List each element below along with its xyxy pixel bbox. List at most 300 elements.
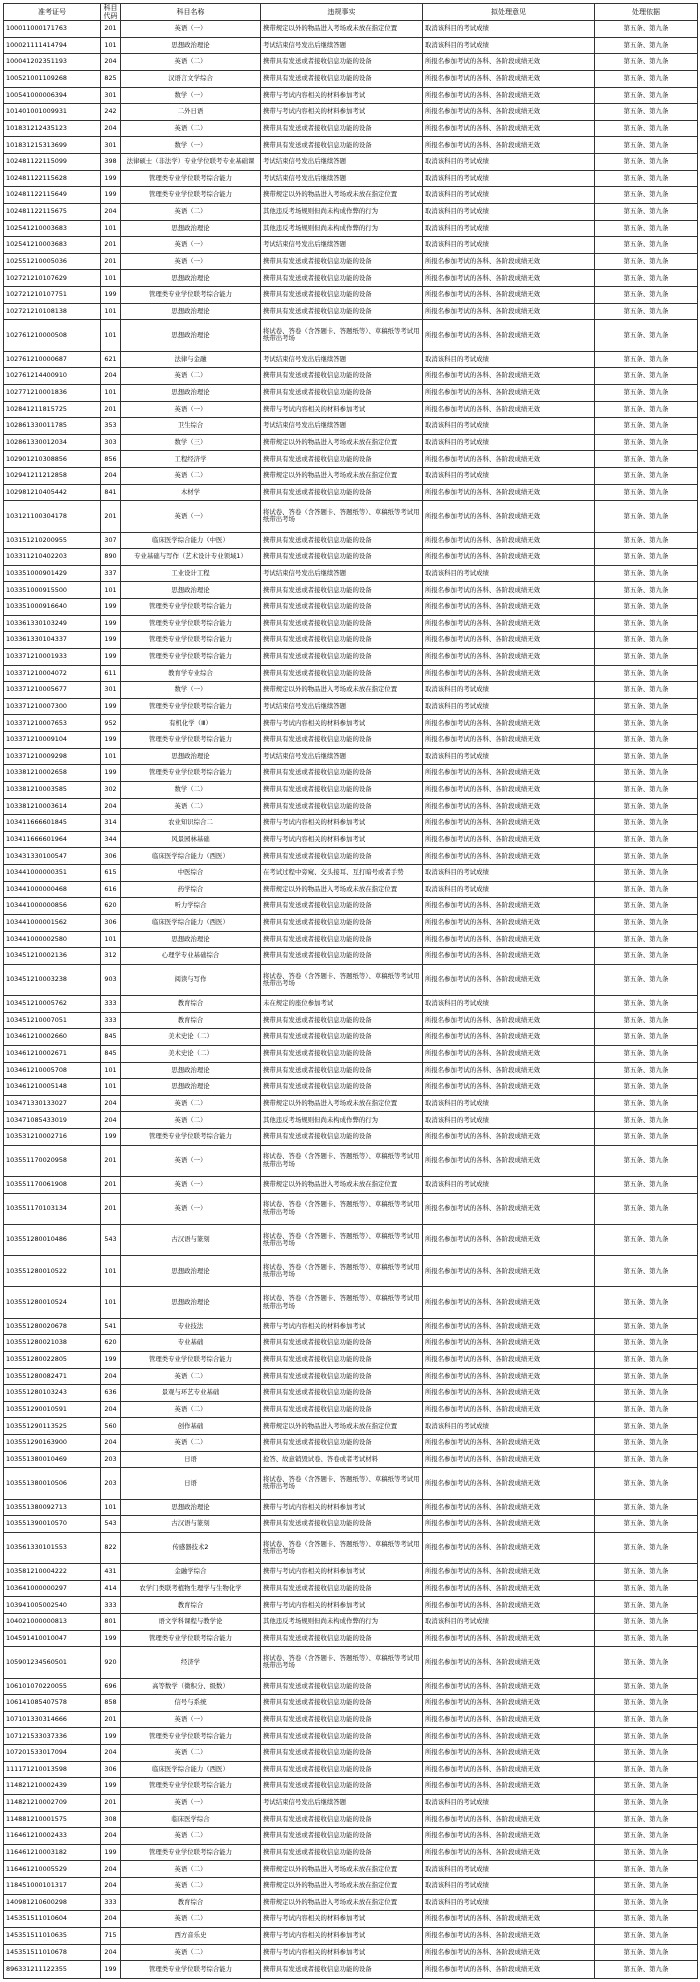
subject-code-cell: 204	[101, 1878, 121, 1895]
exam-id-cell: 102901210308856	[4, 451, 101, 468]
subject-name-cell: 英语（一）	[121, 1145, 261, 1176]
subject-code-cell: 201	[101, 1176, 121, 1193]
subject-name-cell: 数学（一）	[121, 87, 261, 104]
table-row	[4, 1079, 698, 1096]
table-row	[4, 1580, 698, 1597]
proposed-opinion-cell: 所报名参加考试的各科、各阶段成绩无效	[423, 1745, 595, 1762]
exam-id-cell: 103441000000351	[4, 865, 101, 882]
proposed-opinion-cell: 所报名参加考试的各科、各阶段成绩无效	[423, 303, 595, 320]
exam-id-cell: 103471085433019	[4, 1112, 101, 1129]
subject-code-cell: 199	[101, 765, 121, 782]
exam-id-cell: 103551280082471	[4, 1368, 101, 1385]
basis-cell: 第五条、第九条	[595, 1597, 698, 1614]
table-row	[4, 203, 698, 220]
exam-id-cell: 107101330314666	[4, 1711, 101, 1728]
violation-fact-cell: 携带具有发送或者接收信息功能的设备	[261, 1678, 423, 1695]
basis-cell: 第五条、第九条	[595, 632, 698, 649]
proposed-opinion-cell: 所报名参加考试的各科、各阶段成绩无效	[423, 1435, 595, 1452]
proposed-opinion-cell: 取消该科目的考试成绩	[423, 698, 595, 715]
proposed-opinion-cell: 所报名参加考试的各科、各阶段成绩无效	[423, 1062, 595, 1079]
subject-name-cell: 创作基础	[121, 1418, 261, 1435]
subject-name-cell: 二外日语	[121, 104, 261, 121]
basis-cell: 第五条、第九条	[595, 1418, 698, 1435]
basis-cell: 第五条、第九条	[595, 715, 698, 732]
exam-id-cell: 100521001109268	[4, 70, 101, 87]
violation-fact-cell: 将试卷、答卷（含答题卡、答题纸等）、草稿纸等考试用纸带出考场	[261, 1145, 423, 1176]
header-exam-id: 准考证号	[4, 4, 101, 21]
violation-fact-cell: 携带具有发送或者接收信息功能的设备	[261, 1129, 423, 1146]
table-row	[4, 1029, 698, 1046]
subject-code-cell: 306	[101, 1761, 121, 1778]
table-row	[4, 715, 698, 732]
subject-name-cell: 管理类专业学位联考综合能力	[121, 732, 261, 749]
subject-name-cell: 英语（二）	[121, 1911, 261, 1928]
basis-cell: 第五条、第九条	[595, 237, 698, 254]
table-row	[4, 1728, 698, 1745]
subject-name-cell: 思想政治理论	[121, 303, 261, 320]
subject-name-cell: 思想政治理论	[121, 270, 261, 287]
subject-name-cell: 管理类专业学位联考综合能力	[121, 615, 261, 632]
subject-code-cell: 333	[101, 996, 121, 1013]
basis-cell: 第五条、第九条	[595, 170, 698, 187]
exam-id-cell: 103441000002580	[4, 931, 101, 948]
basis-cell: 第五条、第九条	[595, 1564, 698, 1581]
basis-cell: 第五条、第九条	[595, 615, 698, 632]
violation-fact-cell: 携带具有发送或者接收信息功能的设备	[261, 1695, 423, 1712]
table-row	[4, 1927, 698, 1944]
subject-name-cell: 数学（三）	[121, 434, 261, 451]
subject-name-cell: 管理类专业学位联考综合能力	[121, 287, 261, 304]
table-row	[4, 21, 698, 38]
violation-fact-cell: 将试卷、答卷（含答题卡、答题纸等）、草稿纸等考试用纸带出考场	[261, 1224, 423, 1255]
proposed-opinion-cell: 取消该科目的考试成绩	[423, 220, 595, 237]
exam-id-cell: 103411666601845	[4, 815, 101, 832]
table-row	[4, 1468, 698, 1499]
violation-fact-cell: 其他违反考场规则但尚未构成作弊的行为	[261, 220, 423, 237]
table-row	[4, 1224, 698, 1255]
subject-name-cell: 英语（二）	[121, 203, 261, 220]
subject-code-cell: 301	[101, 87, 121, 104]
violation-fact-cell: 携带与考试内容相关的材料参加考试	[261, 1911, 423, 1928]
subject-code-cell: 314	[101, 815, 121, 832]
table-row	[4, 1045, 698, 1062]
basis-cell: 第五条、第九条	[595, 1287, 698, 1318]
exam-id-cell: 103551280020678	[4, 1318, 101, 1335]
subject-code-cell: 431	[101, 1564, 121, 1581]
subject-name-cell: 英语（一）	[121, 253, 261, 270]
exam-id-cell: 103441000001562	[4, 914, 101, 931]
exam-id-cell: 145351511010678	[4, 1944, 101, 1961]
basis-cell: 第五条、第九条	[595, 351, 698, 368]
subject-code-cell: 204	[101, 1745, 121, 1762]
violation-fact-cell: 考试结束信号发出后继续答题	[261, 154, 423, 171]
table-row	[4, 831, 698, 848]
basis-cell: 第五条、第九条	[595, 468, 698, 485]
proposed-opinion-cell: 所报名参加考试的各科、各阶段成绩无效	[423, 1079, 595, 1096]
table-row	[4, 384, 698, 401]
table-row	[4, 120, 698, 137]
subject-code-cell: 199	[101, 1961, 121, 1979]
table-row	[4, 1761, 698, 1778]
proposed-opinion-cell: 所报名参加考试的各科、各阶段成绩无效	[423, 1318, 595, 1335]
basis-cell: 第五条、第九条	[595, 1095, 698, 1112]
proposed-opinion-cell: 所报名参加考试的各科、各阶段成绩无效	[423, 1368, 595, 1385]
exam-id-cell: 103551280103243	[4, 1385, 101, 1402]
subject-name-cell: 管理类专业学位联考综合能力	[121, 187, 261, 204]
table-row	[4, 37, 698, 54]
basis-cell: 第五条、第九条	[595, 1844, 698, 1861]
exam-id-cell: 106141085407578	[4, 1695, 101, 1712]
proposed-opinion-cell: 取消该科目的考试成绩	[423, 1794, 595, 1811]
table-row	[4, 1564, 698, 1581]
violation-fact-cell: 携带具有发送或者接收信息功能的设备	[261, 1351, 423, 1368]
subject-code-cell: 201	[101, 1193, 121, 1224]
subject-code-cell: 101	[101, 1062, 121, 1079]
proposed-opinion-cell: 所报名参加考试的各科、各阶段成绩无效	[423, 1256, 595, 1287]
table-row	[4, 1435, 698, 1452]
proposed-opinion-cell: 所报名参加考试的各科、各阶段成绩无效	[423, 732, 595, 749]
proposed-opinion-cell: 所报名参加考试的各科、各阶段成绩无效	[423, 1695, 595, 1712]
table-row	[4, 1894, 698, 1911]
subject-name-cell: 英语（一）	[121, 1711, 261, 1728]
proposed-opinion-cell: 所报名参加考试的各科、各阶段成绩无效	[423, 1678, 595, 1695]
proposed-opinion-cell: 所报名参加考试的各科、各阶段成绩无效	[423, 451, 595, 468]
basis-cell: 第五条、第九条	[595, 698, 698, 715]
proposed-opinion-cell: 所报名参加考试的各科、各阶段成绩无效	[423, 798, 595, 815]
table-row	[4, 501, 698, 532]
violation-fact-cell: 携带具有发送或者接收信息功能的设备	[261, 1630, 423, 1647]
subject-code-cell: 201	[101, 253, 121, 270]
exam-id-cell: 102771210001836	[4, 384, 101, 401]
proposed-opinion-cell: 所报名参加考试的各科、各阶段成绩无效	[423, 1961, 595, 1979]
proposed-opinion-cell: 所报名参加考试的各科、各阶段成绩无效	[423, 1944, 595, 1961]
violation-fact-cell: 携带具有发送或者接收信息功能的设备	[261, 532, 423, 549]
exam-id-cell: 102761210000687	[4, 351, 101, 368]
exam-id-cell: 102541210003683	[4, 220, 101, 237]
violation-fact-cell: 携带具有发送或者接收信息功能的设备	[261, 1029, 423, 1046]
violation-fact-cell: 携带与考试内容相关的材料参加考试	[261, 831, 423, 848]
subject-code-cell: 204	[101, 1095, 121, 1112]
subject-name-cell: 教育综合	[121, 1597, 261, 1614]
violation-fact-cell: 携带具有发送或者接收信息功能的设备	[261, 615, 423, 632]
basis-cell: 第五条、第九条	[595, 1878, 698, 1895]
exam-id-cell: 102981210405442	[4, 484, 101, 501]
subject-name-cell: 语文学科课程与教学论	[121, 1614, 261, 1631]
subject-name-cell: 管理类专业学位联考综合能力	[121, 1844, 261, 1861]
basis-cell: 第五条、第九条	[595, 781, 698, 798]
exam-id-cell: 103581210004222	[4, 1564, 101, 1581]
proposed-opinion-cell: 所报名参加考试的各科、各阶段成绩无效	[423, 1597, 595, 1614]
table-row	[4, 996, 698, 1013]
basis-cell: 第五条、第九条	[595, 1129, 698, 1146]
proposed-opinion-cell: 取消该科目的考试成绩	[423, 351, 595, 368]
violation-fact-cell: 携带与考试内容相关的材料参加考试	[261, 1318, 423, 1335]
basis-cell: 第五条、第九条	[595, 1256, 698, 1287]
basis-cell: 第五条、第九条	[595, 948, 698, 965]
basis-cell: 第五条、第九条	[595, 599, 698, 616]
subject-code-cell: 856	[101, 451, 121, 468]
exam-id-cell: 103551170103134	[4, 1193, 101, 1224]
violation-fact-cell: 携带与考试内容相关的材料参加考试	[261, 1564, 423, 1581]
table-row	[4, 1112, 698, 1129]
proposed-opinion-cell: 取消该科目的考试成绩	[423, 418, 595, 435]
subject-code-cell: 199	[101, 632, 121, 649]
table-row	[4, 270, 698, 287]
table-row	[4, 1828, 698, 1845]
violation-fact-cell: 携带具有发送或者接收信息功能的设备	[261, 1961, 423, 1979]
basis-cell: 第五条、第九条	[595, 1145, 698, 1176]
violation-fact-cell: 携带具有发送或者接收信息功能的设备	[261, 732, 423, 749]
table-row	[4, 484, 698, 501]
subject-name-cell: 数学（一）	[121, 682, 261, 699]
exam-id-cell: 103461210005708	[4, 1062, 101, 1079]
exam-id-cell: 116461210005529	[4, 1861, 101, 1878]
subject-name-cell: 管理类专业学位联考综合能力	[121, 599, 261, 616]
subject-name-cell: 农学门类联考植物生理学与生物化学	[121, 1580, 261, 1597]
table-row	[4, 1745, 698, 1762]
table-row	[4, 1368, 698, 1385]
subject-name-cell: 药学综合	[121, 881, 261, 898]
basis-cell: 第五条、第九条	[595, 303, 698, 320]
exam-id-cell: 103311210402203	[4, 549, 101, 566]
violation-fact-cell: 携带规定以外的物品进入考场或未放在指定位置	[261, 1418, 423, 1435]
table-row	[4, 1961, 698, 1979]
subject-name-cell: 英语（二）	[121, 54, 261, 71]
subject-code-cell: 620	[101, 898, 121, 915]
proposed-opinion-cell: 所报名参加考试的各科、各阶段成绩无效	[423, 1045, 595, 1062]
subject-code-cell: 801	[101, 1614, 121, 1631]
violation-fact-cell: 将试卷、答卷（含答题卡、答题纸等）、草稿纸等考试用纸带出考场	[261, 1532, 423, 1563]
proposed-opinion-cell: 所报名参加考试的各科、各阶段成绩无效	[423, 253, 595, 270]
subject-code-cell: 101	[101, 1079, 121, 1096]
subject-name-cell: 法律硕士（非法学）专业学位联考专业基础课	[121, 154, 261, 171]
exam-id-cell: 140981210600298	[4, 1894, 101, 1911]
violation-fact-cell: 将试卷、答卷（含答题卡、答题纸等）、草稿纸等考试用纸带出考场	[261, 1256, 423, 1287]
basis-cell: 第五条、第九条	[595, 1961, 698, 1979]
table-row	[4, 632, 698, 649]
basis-cell: 第五条、第九条	[595, 401, 698, 418]
basis-cell: 第五条、第九条	[595, 384, 698, 401]
proposed-opinion-cell: 所报名参加考试的各科、各阶段成绩无效	[423, 1564, 595, 1581]
proposed-opinion-cell: 取消该科目的考试成绩	[423, 1894, 595, 1911]
subject-code-cell: 101	[101, 303, 121, 320]
exam-id-cell: 107121533037336	[4, 1728, 101, 1745]
subject-code-cell: 841	[101, 484, 121, 501]
exam-id-cell: 103551280022805	[4, 1351, 101, 1368]
violation-fact-cell: 将试卷、答卷（含答题卡、答题纸等）、草稿纸等考试用纸带出考场	[261, 1193, 423, 1224]
subject-code-cell: 204	[101, 1861, 121, 1878]
subject-code-cell: 101	[101, 320, 121, 351]
subject-code-cell: 204	[101, 368, 121, 385]
proposed-opinion-cell: 所报名参加考试的各科、各阶段成绩无效	[423, 532, 595, 549]
violation-fact-cell: 携带具有发送或者接收信息功能的设备	[261, 1828, 423, 1845]
subject-name-cell: 汉语言文学综合	[121, 70, 261, 87]
exam-id-cell: 103441000000468	[4, 881, 101, 898]
proposed-opinion-cell: 所报名参加考试的各科、各阶段成绩无效	[423, 1728, 595, 1745]
subject-name-cell: 数学（二）	[121, 781, 261, 798]
proposed-opinion-cell: 所报名参加考试的各科、各阶段成绩无效	[423, 501, 595, 532]
proposed-opinion-cell: 所报名参加考试的各科、各阶段成绩无效	[423, 1828, 595, 1845]
table-row	[4, 1012, 698, 1029]
violation-fact-cell: 携带具有发送或者接收信息功能的设备	[261, 484, 423, 501]
basis-cell: 第五条、第九条	[595, 1401, 698, 1418]
basis-cell: 第五条、第九条	[595, 1761, 698, 1778]
violation-fact-cell: 携带具有发送或者接收信息功能的设备	[261, 368, 423, 385]
subject-name-cell: 管理类专业学位联考综合能力	[121, 170, 261, 187]
violation-fact-cell: 携带与考试内容相关的材料参加考试	[261, 715, 423, 732]
violation-fact-cell: 携带具有发送或者接收信息功能的设备	[261, 1516, 423, 1533]
table-row	[4, 765, 698, 782]
subject-name-cell: 管理类专业学位联考综合能力	[121, 648, 261, 665]
basis-cell: 第五条、第九条	[595, 1778, 698, 1795]
subject-code-cell: 201	[101, 1711, 121, 1728]
subject-code-cell: 611	[101, 665, 121, 682]
violation-fact-cell: 考试结束信号发出后继续答题	[261, 698, 423, 715]
violation-fact-cell: 携带具有发送或者接收信息功能的设备	[261, 303, 423, 320]
exam-id-cell: 103381210002658	[4, 765, 101, 782]
subject-code-cell: 201	[101, 501, 121, 532]
exam-id-cell: 114821210002439	[4, 1778, 101, 1795]
subject-name-cell: 日语	[121, 1451, 261, 1468]
proposed-opinion-cell: 取消该科目的考试成绩	[423, 434, 595, 451]
table-row	[4, 287, 698, 304]
subject-name-cell: 卫生综合	[121, 418, 261, 435]
proposed-opinion-cell: 取消该科目的考试成绩	[423, 1878, 595, 1895]
subject-code-cell: 199	[101, 187, 121, 204]
proposed-opinion-cell: 所报名参加考试的各科、各阶段成绩无效	[423, 615, 595, 632]
subject-name-cell: 教育综合	[121, 1012, 261, 1029]
exam-id-cell: 103641000000297	[4, 1580, 101, 1597]
basis-cell: 第五条、第九条	[595, 848, 698, 865]
subject-name-cell: 思想政治理论	[121, 582, 261, 599]
exam-id-cell: 896331211122355	[4, 1961, 101, 1979]
table-row	[4, 1385, 698, 1402]
table-row	[4, 1451, 698, 1468]
proposed-opinion-cell: 取消该科目的考试成绩	[423, 1418, 595, 1435]
basis-cell: 第五条、第九条	[595, 682, 698, 699]
exam-id-cell: 102861330011785	[4, 418, 101, 435]
subject-code-cell: 845	[101, 1029, 121, 1046]
violation-fact-cell: 将试卷、答卷（含答题卡、答题纸等）、草稿纸等考试用纸带出考场	[261, 1647, 423, 1678]
table-row	[4, 1844, 698, 1861]
exam-id-cell: 103411666601964	[4, 831, 101, 848]
table-row	[4, 881, 698, 898]
subject-name-cell: 美术史论（二）	[121, 1029, 261, 1046]
exam-id-cell: 103371210004072	[4, 665, 101, 682]
basis-cell: 第五条、第九条	[595, 434, 698, 451]
violation-fact-cell: 携带规定以外的物品进入考场或未放在指定位置	[261, 468, 423, 485]
violation-fact-cell: 携带具有发送或者接收信息功能的设备	[261, 1811, 423, 1828]
subject-name-cell: 传感器技术2	[121, 1532, 261, 1563]
subject-name-cell: 临床医学综合能力（西医）	[121, 848, 261, 865]
proposed-opinion-cell: 所报名参加考试的各科、各阶段成绩无效	[423, 1580, 595, 1597]
exam-id-cell: 103431330100547	[4, 848, 101, 865]
subject-name-cell: 有机化学（Ⅲ）	[121, 715, 261, 732]
exam-id-cell: 116461210002433	[4, 1828, 101, 1845]
basis-cell: 第五条、第九条	[595, 1911, 698, 1928]
exam-id-cell: 103551280010486	[4, 1224, 101, 1255]
basis-cell: 第五条、第九条	[595, 1029, 698, 1046]
subject-name-cell: 英语（二）	[121, 368, 261, 385]
violation-fact-cell: 携带具有发送或者接收信息功能的设备	[261, 1580, 423, 1597]
exam-id-cell: 103471330133027	[4, 1095, 101, 1112]
subject-name-cell: 临床医学综合能力（西医）	[121, 1761, 261, 1778]
subject-name-cell: 工程经济学	[121, 451, 261, 468]
basis-cell: 第五条、第九条	[595, 765, 698, 782]
subject-name-cell: 英语（一）	[121, 237, 261, 254]
subject-code-cell: 920	[101, 1647, 121, 1678]
table-row	[4, 848, 698, 865]
table-row	[4, 648, 698, 665]
subject-code-cell: 199	[101, 1728, 121, 1745]
table-row	[4, 1811, 698, 1828]
basis-cell: 第五条、第九条	[595, 1647, 698, 1678]
proposed-opinion-cell: 所报名参加考试的各科、各阶段成绩无效	[423, 948, 595, 965]
proposed-opinion-cell: 所报名参加考试的各科、各阶段成绩无效	[423, 964, 595, 995]
proposed-opinion-cell: 取消该科目的考试成绩	[423, 1095, 595, 1112]
proposed-opinion-cell: 取消该科目的考试成绩	[423, 748, 595, 765]
subject-code-cell: 201	[101, 1145, 121, 1176]
exam-id-cell: 102721210107751	[4, 287, 101, 304]
exam-id-cell: 103361330103249	[4, 615, 101, 632]
table-header-row	[4, 4, 698, 21]
subject-code-cell: 344	[101, 831, 121, 848]
basis-cell: 第五条、第九条	[595, 1079, 698, 1096]
subject-code-cell: 543	[101, 1516, 121, 1533]
table-row	[4, 1318, 698, 1335]
table-row	[4, 170, 698, 187]
proposed-opinion-cell: 所报名参加考试的各科、各阶段成绩无效	[423, 120, 595, 137]
table-row	[4, 451, 698, 468]
subject-name-cell: 经济学	[121, 1647, 261, 1678]
subject-code-cell: 204	[101, 468, 121, 485]
basis-cell: 第五条、第九条	[595, 1927, 698, 1944]
subject-code-cell: 201	[101, 21, 121, 38]
subject-code-cell: 333	[101, 1597, 121, 1614]
subject-code-cell: 301	[101, 137, 121, 154]
table-row	[4, 1418, 698, 1435]
basis-cell: 第五条、第九条	[595, 1811, 698, 1828]
proposed-opinion-cell: 所报名参加考试的各科、各阶段成绩无效	[423, 914, 595, 931]
basis-cell: 第五条、第九条	[595, 865, 698, 882]
proposed-opinion-cell: 所报名参加考试的各科、各阶段成绩无效	[423, 401, 595, 418]
table-row	[4, 1711, 698, 1728]
violation-fact-cell: 携带与考试内容相关的材料参加考试	[261, 815, 423, 832]
subject-name-cell: 专业基础与写作（艺术设计专业领域1）	[121, 549, 261, 566]
proposed-opinion-cell: 取消该科目的考试成绩	[423, 468, 595, 485]
basis-cell: 第五条、第九条	[595, 1062, 698, 1079]
subject-code-cell: 715	[101, 1927, 121, 1944]
subject-code-cell: 101	[101, 270, 121, 287]
subject-name-cell: 思想政治理论	[121, 1499, 261, 1516]
violation-fact-cell: 携带具有发送或者接收信息功能的设备	[261, 1368, 423, 1385]
proposed-opinion-cell: 取消该科目的考试成绩	[423, 565, 595, 582]
exam-id-cell: 104021000000813	[4, 1614, 101, 1631]
exam-id-cell: 103441000000856	[4, 898, 101, 915]
proposed-opinion-cell: 取消该科目的考试成绩	[423, 154, 595, 171]
proposed-opinion-cell: 取消该科目的考试成绩	[423, 1614, 595, 1631]
subject-code-cell: 621	[101, 351, 121, 368]
violation-fact-cell: 在考试过程中旁窥、交头接耳、互打暗号或者手势	[261, 865, 423, 882]
basis-cell: 第五条、第九条	[595, 1368, 698, 1385]
header-violation-fact: 违规事实	[261, 4, 423, 21]
violation-fact-cell: 携带具有发送或者接收信息功能的设备	[261, 798, 423, 815]
exam-id-cell: 103351000915500	[4, 582, 101, 599]
proposed-opinion-cell: 取消该科目的考试成绩	[423, 237, 595, 254]
exam-id-cell: 106101070220055	[4, 1678, 101, 1695]
exam-id-cell: 103461210002671	[4, 1045, 101, 1062]
exam-id-cell: 103551380092713	[4, 1499, 101, 1516]
